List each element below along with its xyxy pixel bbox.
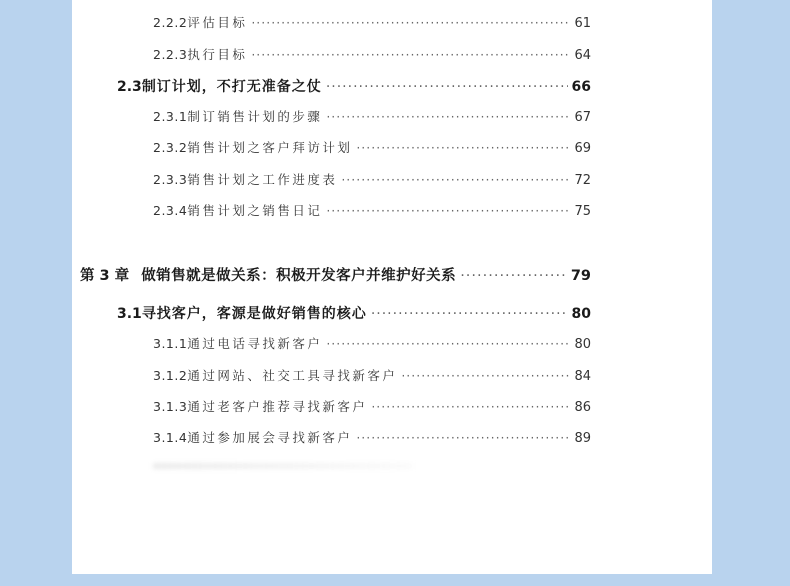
leader-dots <box>341 172 570 187</box>
toc-chapter <box>80 264 591 285</box>
entry-title: 通过参加展会寻找新客户 <box>187 430 353 445</box>
leader-dots <box>460 268 567 284</box>
entry-title: 销售计划之销售日记 <box>187 203 323 218</box>
entry-page: 61 <box>574 16 591 31</box>
entry-page: 72 <box>574 173 591 188</box>
toc-entry <box>153 170 591 188</box>
toc-entry <box>153 428 591 446</box>
entry-page: 80 <box>574 337 591 352</box>
entry-number: 2.3.4 <box>153 203 188 218</box>
toc-entry <box>153 366 591 384</box>
section-number: 3.1 <box>117 306 142 322</box>
leader-dots <box>326 336 570 351</box>
leader-dots <box>251 47 570 62</box>
leader-dots <box>251 15 570 30</box>
section-page: 80 <box>571 306 591 322</box>
chapter-page: 79 <box>570 268 591 284</box>
section-title: 制订计划，不打无准备之仗 <box>141 79 322 95</box>
section-number: 2.3 <box>117 79 142 95</box>
chapter-number: 第 3 章 <box>80 268 130 284</box>
entry-title: 通过老客户推荐寻找新客户 <box>187 399 368 414</box>
entry-title: 销售计划之客户拜访计划 <box>187 140 353 155</box>
entry-number: 3.1.4 <box>153 430 188 445</box>
leader-dots <box>326 203 570 218</box>
leader-dots <box>326 109 570 124</box>
entry-number: 2.3.3 <box>153 172 188 187</box>
leader-dots <box>371 399 570 414</box>
leader-dots <box>401 368 570 383</box>
entry-number: 3.1.3 <box>153 399 188 414</box>
section-page: 66 <box>571 79 591 95</box>
leader-dots <box>356 140 570 155</box>
entry-number: 2.3.1 <box>153 109 188 124</box>
entry-title: 评估目标 <box>187 15 248 30</box>
section-title: 寻找客户，客源是做好销售的核心 <box>141 306 367 322</box>
entry-title: 销售计划之工作进度表 <box>187 172 338 187</box>
chapter-title: 做销售就是做关系：积极开发客户并维护好关系 <box>141 268 457 284</box>
toc-section <box>117 76 591 96</box>
toc-entry <box>153 138 591 156</box>
entry-number: 2.3.2 <box>153 140 188 155</box>
entry-page: 75 <box>574 204 591 219</box>
entry-number: 2.2.3 <box>153 47 188 62</box>
entry-title: 通过电话寻找新客户 <box>187 336 323 351</box>
leader-dots <box>356 430 570 445</box>
entry-page: 84 <box>574 369 591 384</box>
toc-entry <box>153 334 591 352</box>
entry-page: 67 <box>574 110 591 125</box>
toc-entry <box>153 13 591 31</box>
toc-entry <box>153 45 591 63</box>
entry-page: 69 <box>574 141 591 156</box>
toc-entry <box>153 397 591 415</box>
entry-number: 3.1.2 <box>153 368 188 383</box>
toc-entry <box>153 201 591 219</box>
toc-section <box>117 303 591 323</box>
entry-title: 通过网站、社交工具寻找新客户 <box>187 368 398 383</box>
entry-title: 制订销售计划的步骤 <box>187 109 323 124</box>
entry-number: 3.1.1 <box>153 336 188 351</box>
toc-entry <box>153 107 591 125</box>
faded-text-remnant <box>153 463 413 469</box>
leader-dots <box>371 306 568 322</box>
entry-title: 执行目标 <box>187 47 248 62</box>
entry-page: 86 <box>574 400 591 415</box>
entry-page: 64 <box>574 48 591 63</box>
leader-dots <box>326 79 568 95</box>
entry-number: 2.2.2 <box>153 15 188 30</box>
entry-page: 89 <box>574 431 591 446</box>
